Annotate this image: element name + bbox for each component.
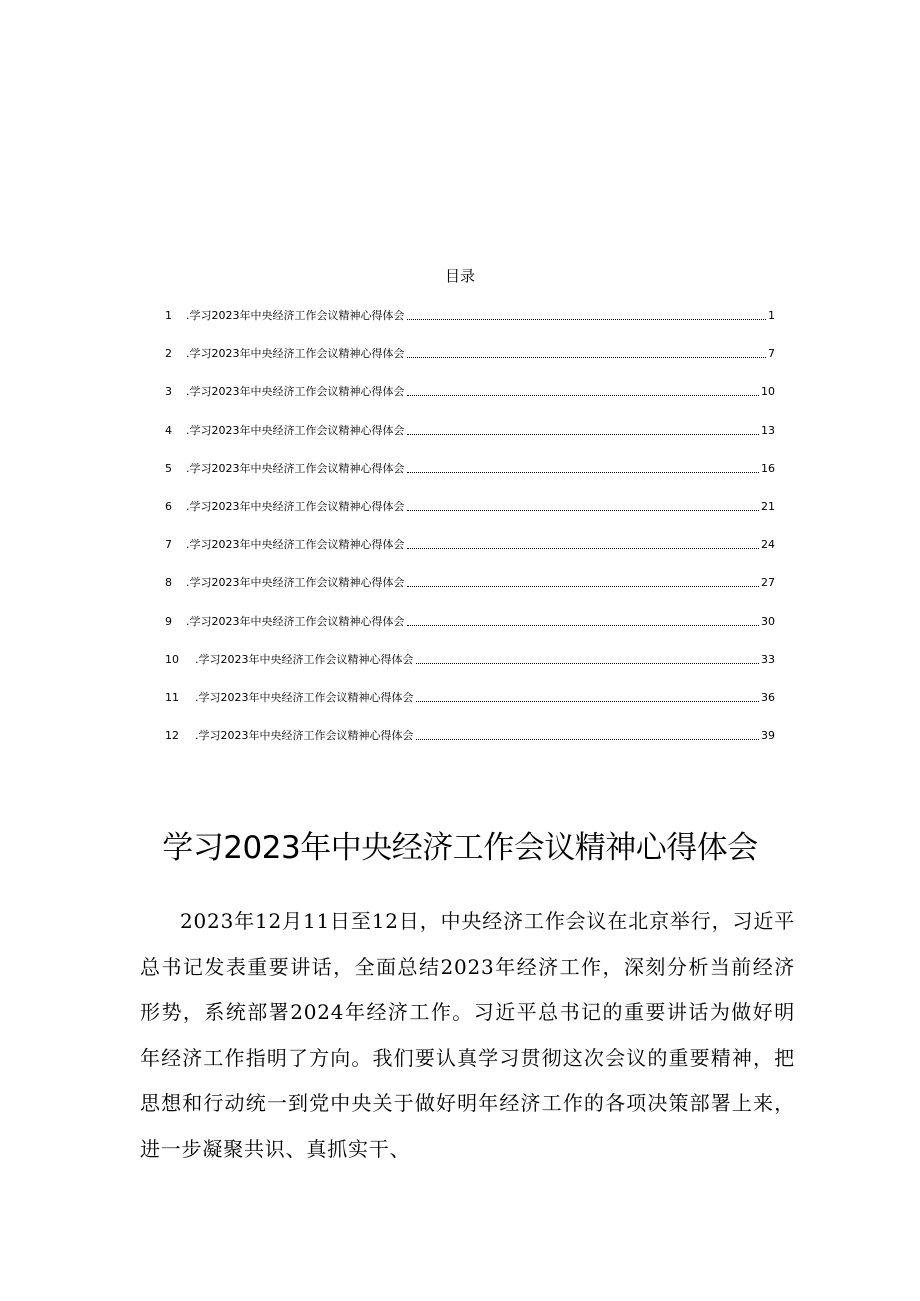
- toc-entry-title: .学习2023年中央经济工作会议精神心得体会: [186, 309, 405, 322]
- toc-entry-title: .学习2023年中央经济工作会议精神心得体会: [195, 691, 414, 704]
- toc-entry-page: 13: [761, 423, 775, 437]
- toc-entry-number: 9: [165, 614, 172, 628]
- toc-entry[interactable]: [165, 497, 775, 515]
- toc-entry-title: .学习2023年中央经济工作会议精神心得体会: [186, 423, 405, 437]
- toc-entry-number: 1: [165, 309, 172, 322]
- body-paragraph: 2023年12月11日至12日，中央经济工作会议在北京举行，习近平总书记发表重要讲话，全面总结2023年经济工作，深刻分析当前经济形势，系统部署2024年经济工作。习近平总书记的重要讲话为做好明年经济工作指明了方向。我们要认真学习贯彻这次会议的重要精神，把思想和行动统一到党中央关于做好明年经济工作的各项决策部署上来，进一步凝聚共识、真抓实干、: [140, 909, 795, 1161]
- toc-dot-leader: [407, 357, 767, 358]
- toc-dot-leader: [407, 625, 760, 626]
- toc-entry-title: .学习2023年中央经济工作会议精神心得体会: [186, 614, 405, 628]
- toc-entry-title: .学习2023年中央经济工作会议精神心得体会: [186, 347, 405, 361]
- toc-dot-leader: [407, 434, 760, 435]
- toc-entry[interactable]: [165, 344, 775, 362]
- toc-entry[interactable]: [165, 573, 775, 591]
- toc-entry[interactable]: [165, 688, 775, 706]
- toc-entry-page: 7: [768, 347, 775, 361]
- document-title: 学习2023年中央经济工作会议精神心得体会: [162, 830, 758, 866]
- toc-entry-page: 1: [768, 309, 775, 322]
- toc-entry-page: 33: [761, 652, 775, 666]
- toc-entry[interactable]: [165, 421, 775, 439]
- toc-entry[interactable]: [165, 726, 775, 744]
- toc-dot-leader: [407, 395, 760, 396]
- toc-entry-title: .学习2023年中央经济工作会议精神心得体会: [186, 461, 405, 475]
- toc-entry-number: 6: [165, 500, 172, 513]
- toc-entry-title: .学习2023年中央经济工作会议精神心得体会: [186, 576, 405, 590]
- toc-entry[interactable]: [165, 612, 775, 630]
- toc-dot-leader: [407, 472, 760, 473]
- toc-entry[interactable]: [165, 535, 775, 553]
- toc-entry-number: 12: [165, 729, 179, 743]
- toc-entry-number: 5: [165, 461, 172, 475]
- toc-dot-leader: [407, 510, 760, 511]
- toc-entry-page: 27: [761, 576, 775, 590]
- toc-dot-leader: [407, 319, 767, 320]
- toc-dot-leader: [407, 586, 760, 587]
- toc-entry[interactable]: [165, 650, 775, 668]
- toc-entry-page: 24: [761, 538, 775, 552]
- toc-entry-number: 10: [165, 652, 179, 666]
- toc-entry[interactable]: [165, 306, 775, 324]
- toc-heading: 目录: [444, 267, 475, 285]
- toc-entry-page: 30: [761, 614, 775, 628]
- toc-entry-page: 36: [761, 691, 775, 704]
- toc-entry-page: 21: [761, 500, 775, 513]
- toc-entry-number: 7: [165, 538, 172, 552]
- toc-entry-number: 4: [165, 423, 172, 437]
- toc-entry-number: 8: [165, 576, 172, 590]
- toc-entry-title: .学习2023年中央经济工作会议精神心得体会: [195, 729, 414, 743]
- toc-entry-page: 16: [761, 461, 775, 475]
- toc-entry-page: 10: [761, 385, 775, 399]
- toc-entry-number: 2: [165, 347, 172, 361]
- toc-entry-title: .学习2023年中央经济工作会议精神心得体会: [186, 538, 405, 552]
- toc-entry-number: 11: [165, 691, 179, 704]
- toc-entry-title: .学习2023年中央经济工作会议精神心得体会: [195, 652, 414, 666]
- toc-entry-title: .学习2023年中央经济工作会议精神心得体会: [186, 500, 405, 513]
- toc-dot-leader: [416, 701, 760, 702]
- toc-dot-leader: [416, 663, 760, 664]
- toc-entry[interactable]: [165, 382, 775, 400]
- toc-entry-title: .学习2023年中央经济工作会议精神心得体会: [186, 385, 405, 399]
- toc-entry-page: 39: [761, 729, 775, 743]
- toc-entry-number: 3: [165, 385, 172, 399]
- toc-dot-leader: [416, 739, 760, 740]
- toc-dot-leader: [407, 548, 760, 549]
- toc-entry[interactable]: [165, 459, 775, 477]
